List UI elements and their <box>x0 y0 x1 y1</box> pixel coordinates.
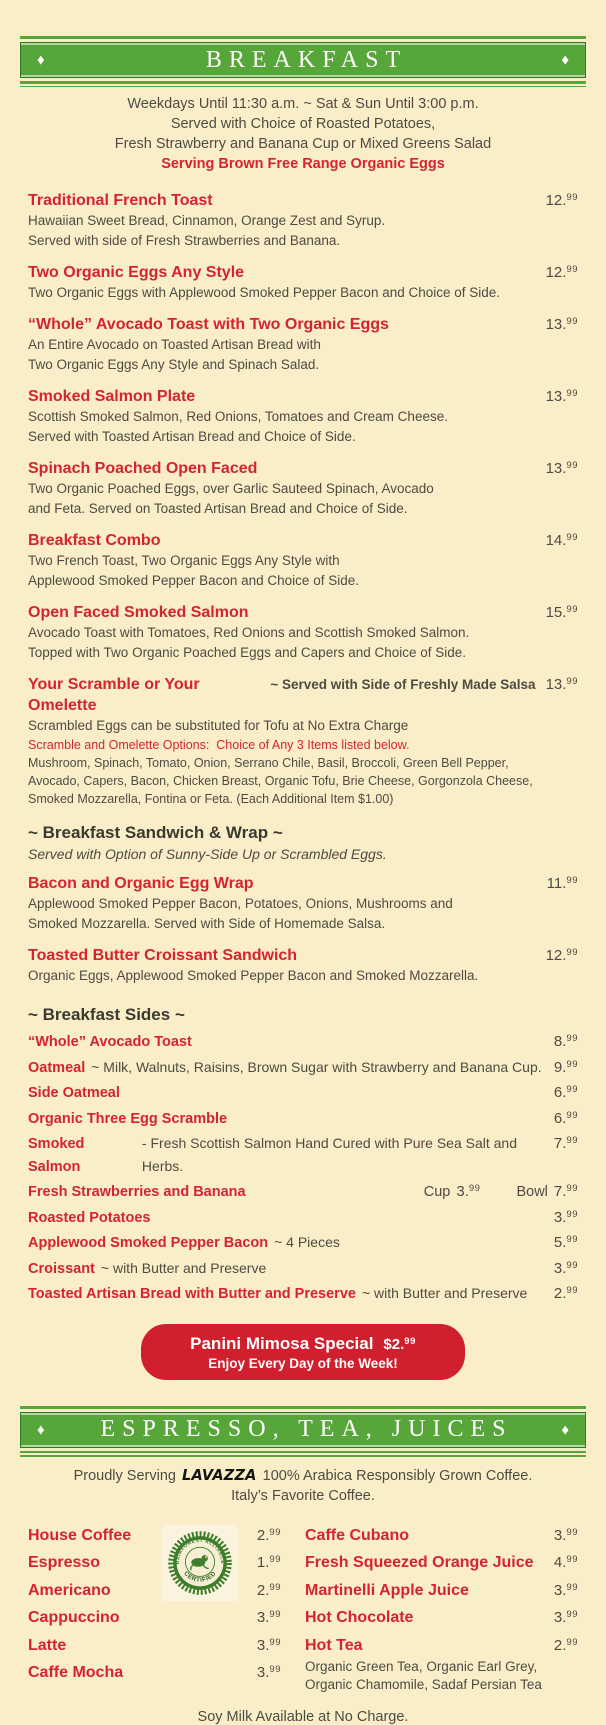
drinks-right-column <box>305 1521 578 1694</box>
organic-eggs-note: Serving Brown Free Range Organic Eggs <box>161 156 445 172</box>
drink-row <box>305 1548 578 1576</box>
item-desc: Two French Toast, Two Organic Eggs Any Style with <box>28 553 340 568</box>
item-price: 15 . $^{99}$ <box>536 599 578 623</box>
item-note: ~ Milk, Walnuts, Raisins, Brown Sugar with Strawberry and Banana Cup. <box>91 1058 542 1075</box>
item-desc: Served with Toasted Artisan Bread and Choice of Side. <box>28 429 356 444</box>
drink-name: Cappuccino <box>28 1609 120 1626</box>
item-price: 11 . $^{99}$ <box>537 870 578 894</box>
sides-section <box>0 1004 606 1306</box>
svg-text:EST. 1987: EST. 1987 <box>193 1586 207 1591</box>
drink-row <box>28 1631 281 1659</box>
menu-item <box>28 383 578 447</box>
item-note: ~ 4 Pieces <box>274 1234 340 1250</box>
intro-line: Served with Choice of Roasted Potatoes, <box>170 116 436 132</box>
drink-row <box>28 1521 281 1549</box>
svg-text:RAINFOREST ALLIANCE: RAINFOREST ALLIANCE <box>174 1537 226 1564</box>
drink-price: 3 . $^{99}$ <box>544 1576 578 1604</box>
side-row <box>28 1130 578 1178</box>
item-note: ~ with Butter and Preserve <box>100 1259 267 1276</box>
item-price: 3 . $^{99}$ <box>544 1255 578 1281</box>
item-note: ~ with Butter and Preserve <box>361 1285 528 1301</box>
side-row <box>28 1280 578 1306</box>
item-name: Breakfast Combo <box>28 532 161 549</box>
cup-price: 3 . $^{99}$ <box>456 1178 480 1204</box>
item-price: 12 . $^{99}$ <box>536 942 578 966</box>
options-heading: Scramble and Omelette Options: Choice of Any 3 Items listed below. <box>28 738 410 752</box>
side-row <box>28 1204 578 1230</box>
menu-item <box>28 311 578 375</box>
drink-name: Martinelli Apple Juice <box>305 1581 469 1599</box>
menu-item <box>28 942 578 986</box>
drink-price: 3 . $^{99}$ <box>247 1631 281 1659</box>
banner-title: Panini Mimosa Special <box>190 1333 374 1353</box>
item-desc: Served with side of Fresh Strawberries and Banana. <box>28 233 341 248</box>
section-title: BREAKFAST <box>205 46 408 73</box>
item-price: 7 . $^{99}$ <box>544 1130 578 1156</box>
diamond-icon: ♦ <box>37 51 45 69</box>
item-name: Smoked Salmon Plate <box>28 388 196 405</box>
subsection-subtitle: Served with Option of Sunny-Side Up or Scrambled Eggs. <box>28 846 387 862</box>
item-desc: and Feta. Served on Toasted Artisan Bread and Choice of Side. <box>28 501 408 516</box>
item-price: 6 . $^{99}$ <box>544 1079 578 1105</box>
espresso-band <box>20 1412 586 1448</box>
item-name: Smoked Salmon <box>28 1136 85 1175</box>
menu-item <box>28 671 578 808</box>
item-name: “Whole” Avocado Toast with Two Organic Eggs <box>28 316 389 333</box>
item-desc: Two Organic Poached Eggs, over Garlic Sauteed Spinach, Avocado <box>28 481 434 496</box>
item-price: 13 . $^{99}$ <box>536 311 578 335</box>
item-name: Oatmeal <box>28 1059 86 1076</box>
item-desc: Avocado Toast with Tomatoes, Red Onions and Scottish Smoked Salmon. <box>28 625 470 640</box>
item-price: 13 . $^{99}$ <box>536 455 578 479</box>
options-line: Smoked Mozzarella, Fontina or Feta. (Each Additional Item $1.00) <box>28 792 394 806</box>
item-desc: Topped with Two Organic Poached Eggs and Capers and Choice of Side. <box>28 645 467 660</box>
bowl-label: Bowl <box>516 1184 548 1200</box>
item-price: 2 . $^{99}$ <box>544 1280 578 1306</box>
menu-item <box>28 455 578 519</box>
diamond-icon: ♦ <box>37 1421 45 1438</box>
menu-item <box>28 259 578 303</box>
espresso-header <box>20 1406 586 1457</box>
divider-line <box>20 36 586 39</box>
item-name: “Whole” Avocado Toast <box>28 1034 192 1050</box>
item-name: Two Organic Eggs Any Style <box>28 264 245 281</box>
side-row <box>28 1054 578 1080</box>
item-name: Applewood Smoked Pepper Bacon <box>28 1235 269 1251</box>
drink-price: 3 . $^{99}$ <box>544 1521 578 1549</box>
side-row <box>28 1028 578 1054</box>
drink-row <box>305 1521 578 1549</box>
subsection-title: ~ Breakfast Sides ~ <box>28 1005 185 1024</box>
drink-row <box>305 1576 578 1604</box>
drink-row <box>28 1603 281 1631</box>
options-line: Mushroom, Spinach, Tomato, Onion, Serrano Chile, Basil, Broccoli, Green Bell Pepper, <box>28 756 509 770</box>
item-name: Toasted Artisan Bread with Butter and Preserve <box>28 1286 356 1302</box>
hot-tea-desc: Organic Green Tea, Organic Earl Grey, <box>305 1659 538 1674</box>
side-row <box>28 1105 578 1131</box>
drink-price: 1 . $^{99}$ <box>247 1548 281 1576</box>
cup-bowl-prices <box>424 1178 578 1204</box>
item-desc: Hawaiian Sweet Bread, Cinnamon, Orange Zest and Syrup. <box>28 213 386 228</box>
item-name: Your Scramble or Your Omelette <box>28 676 200 714</box>
item-name: Traditional French Toast <box>28 192 213 209</box>
item-name: Roasted Potatoes <box>28 1209 151 1226</box>
drink-price: 2 . $^{99}$ <box>247 1576 281 1604</box>
intro-line: Weekdays Until 11:30 a.m. ~ Sat & Sun Until 3:00 p.m. <box>127 96 479 112</box>
item-price: 13 . $^{99}$ <box>536 383 578 407</box>
item-desc: Two Organic Eggs with Applewood Smoked Pepper Bacon and Choice of Side. <box>28 285 501 300</box>
item-note: - Fresh Scottish Salmon Hand Cured with Pure Sea Salt and Herbs. <box>141 1135 517 1174</box>
drink-price: 2 . $^{99}$ <box>247 1521 281 1549</box>
drink-name: Fresh Squeezed Orange Juice <box>305 1554 534 1571</box>
options-line: Avocado, Capers, Bacon, Chicken Breast, Organic Tofu, Brie Cheese, Gorgonzola Cheese, <box>28 774 533 788</box>
svg-text:CERTIFIED: CERTIFIED <box>182 1569 218 1584</box>
item-name: Side Oatmeal <box>28 1085 120 1101</box>
lavazza-logo: LAVAZZA <box>182 1467 257 1484</box>
side-row <box>28 1255 578 1281</box>
diamond-icon: ♦ <box>561 1421 569 1438</box>
cup-label: Cup <box>423 1184 451 1200</box>
banner-subtitle: Enjoy Every Day of the Week! <box>208 1355 398 1371</box>
item-desc: Two Organic Eggs Any Style and Spinach Salad. <box>28 357 320 372</box>
item-note: ~ Served with Side of Freshly Made Salsa <box>270 677 536 692</box>
drink-row <box>28 1576 281 1604</box>
drinks-left-column <box>28 1521 281 1694</box>
drink-name: Hot Tea <box>305 1636 363 1654</box>
item-name: Fresh Strawberries and Banana <box>28 1184 246 1200</box>
side-row-strawberries <box>28 1178 578 1204</box>
drink-name: Americano <box>28 1581 111 1599</box>
item-name: Open Faced Smoked Salmon <box>28 604 249 621</box>
item-price: 14 . $^{99}$ <box>536 527 578 551</box>
soy-milk-note: Soy Milk Available at No Charge. <box>197 1709 409 1725</box>
drink-name: House Coffee <box>28 1526 132 1544</box>
drink-row <box>28 1658 281 1686</box>
item-desc: Organic Eggs, Applewood Smoked Pepper Bacon and Smoked Mozzarella. <box>28 968 479 983</box>
drink-price: 3 . $^{99}$ <box>247 1603 281 1631</box>
menu-item <box>28 527 578 591</box>
item-name: Bacon and Organic Egg Wrap <box>28 875 254 892</box>
item-desc: Smoked Mozzarella. Served with Side of Homemade Salsa. <box>28 916 386 931</box>
item-desc: Applewood Smoked Pepper Bacon and Choice of Side. <box>28 573 359 588</box>
item-price: 13 . $^{99}$ <box>536 671 578 695</box>
drinks-list <box>0 1521 606 1694</box>
item-desc: An Entire Avocado on Toasted Artisan Bread with <box>28 337 321 352</box>
side-row <box>28 1079 578 1105</box>
item-name: Croissant <box>28 1260 95 1277</box>
drink-row <box>305 1631 578 1659</box>
breakfast-band <box>20 42 586 78</box>
side-row <box>28 1229 578 1255</box>
item-price: 3 . $^{99}$ <box>544 1204 578 1230</box>
drink-name: Hot Chocolate <box>305 1609 414 1626</box>
item-price: 8 . $^{99}$ <box>544 1028 578 1054</box>
item-price: 6 . $^{99}$ <box>544 1105 578 1131</box>
banner-price: $2 . $^{99}$ <box>383 1336 415 1353</box>
drink-row <box>28 1548 281 1576</box>
drink-price: 2 . $^{99}$ <box>544 1631 578 1659</box>
drink-name: Latte <box>28 1636 67 1654</box>
item-name: Organic Three Egg Scramble <box>28 1110 228 1127</box>
item-price: 12 . $^{99}$ <box>536 259 578 283</box>
drink-name: Espresso <box>28 1554 101 1571</box>
hot-tea-desc: Organic Chamomile, Sadaf Persian Tea <box>305 1676 542 1692</box>
item-desc: Applewood Smoked Pepper Bacon, Potatoes, Onions, Mushrooms and <box>28 896 453 911</box>
sandwich-wrap-section <box>0 822 606 986</box>
menu-item <box>28 187 578 251</box>
espresso-intro <box>0 1466 606 1506</box>
intro-line: Proudly Serving LAVAZZA 100% Arabica Responsibly Grown Coffee. <box>0 1466 606 1486</box>
drink-price: 3 . $^{99}$ <box>247 1658 281 1686</box>
rainforest-alliance-certified-seal <box>165 1528 235 1598</box>
subsection-title: ~ Breakfast Sandwich & Wrap ~ <box>28 823 283 842</box>
item-desc: Scrambled Eggs can be substituted for Tofu at No Extra Charge <box>28 718 409 733</box>
double-divider <box>20 1451 586 1457</box>
menu-item <box>28 870 578 934</box>
drink-price: 3 . $^{99}$ <box>544 1603 578 1631</box>
double-divider <box>20 81 586 87</box>
item-name: Toasted Butter Croissant Sandwich <box>28 947 298 964</box>
intro-line: Italy’s Favorite Coffee. <box>231 1487 375 1504</box>
item-price: 9 . $^{99}$ <box>544 1054 578 1080</box>
breakfast-intro <box>0 94 606 175</box>
section-title: ESPRESSO, TEA, JUICES <box>100 1416 513 1442</box>
breakfast-header <box>20 36 586 87</box>
bowl-price: 7 . $^{99}$ <box>554 1178 578 1204</box>
divider-line <box>20 1406 586 1409</box>
drink-name: Caffe Cubano <box>305 1526 409 1544</box>
item-desc: Scottish Smoked Salmon, Red Onions, Tomatoes and Cream Cheese. <box>28 409 448 424</box>
item-price: 12 . $^{99}$ <box>536 187 578 211</box>
item-price: 5 . $^{99}$ <box>544 1229 578 1255</box>
menu-item <box>28 599 578 663</box>
panini-mimosa-special-banner <box>141 1324 465 1380</box>
item-name: Spinach Poached Open Faced <box>28 460 258 477</box>
breakfast-items <box>0 187 606 808</box>
drink-row <box>305 1603 578 1631</box>
drink-name: Caffe Mocha <box>28 1664 124 1681</box>
diamond-icon: ♦ <box>561 51 569 69</box>
drink-price: 4 . $^{99}$ <box>544 1548 578 1576</box>
intro-line: Fresh Strawberry and Banana Cup or Mixed Greens Salad <box>114 136 492 152</box>
